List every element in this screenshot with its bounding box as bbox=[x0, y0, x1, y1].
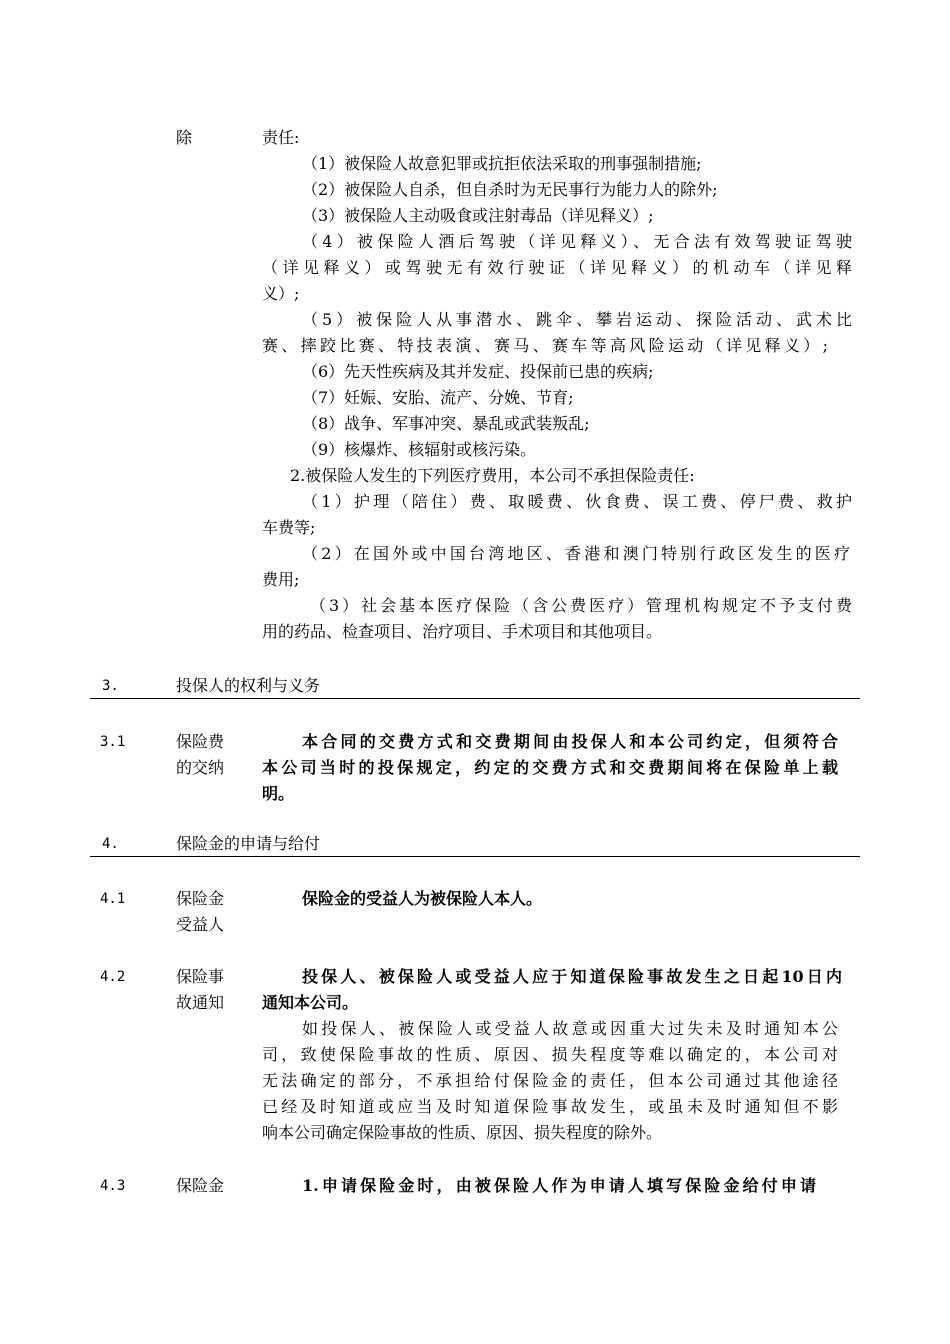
clause-label: 保险金 bbox=[176, 889, 225, 908]
exclusion-line: （1）被保险人故意犯罪或抗拒依法采取的刑事强制措施; bbox=[302, 154, 702, 173]
section-divider bbox=[90, 698, 860, 699]
exclusion-line: 义）; bbox=[262, 284, 300, 303]
clause-text: 司，致使保险事故的性质、原因、损失程度等难以确定的，本公司对 bbox=[262, 1045, 838, 1064]
clause-text: 无法确定的部分，不承担给付保险金的责任，但本公司通过其他途径 bbox=[262, 1071, 838, 1090]
clause-text: 投保人、被保险人或受益人应于知道保险事故发生之日起10日内 bbox=[302, 967, 842, 986]
exclusion-line: （2）被保险人自杀，但自杀时为无民事行为能力人的除外; bbox=[302, 180, 718, 199]
exclusion-left-label: 除 bbox=[176, 128, 193, 147]
clause-number: 4.2 bbox=[100, 969, 126, 985]
exclusion-line: （6）先天性疾病及其并发症、投保前已患的疾病; bbox=[302, 362, 654, 381]
section-title: 投保人的权利与义务 bbox=[176, 676, 321, 695]
section-number: 3. bbox=[102, 678, 119, 694]
exclusion-line: （3）被保险人主动吸食或注射毒品（详见释义）; bbox=[302, 206, 654, 225]
exclusion-line: 2.被保险人发生的下列医疗费用，本公司不承担保险责任: bbox=[290, 466, 695, 485]
section-number: 4. bbox=[102, 836, 119, 852]
clause-label: 受益人 bbox=[176, 915, 225, 934]
exclusion-line: 用的药品、检查项目、治疗项目、手术项目和其他项目。 bbox=[262, 622, 663, 641]
exclusion-line: （2）在国外或中国台湾地区、香港和澳门特别行政区发生的医疗 bbox=[302, 544, 850, 563]
clause-label: 保险事 bbox=[176, 967, 225, 986]
exclusion-line: （详见释义）或驾驶无有效行驶证（详见释义）的机动车（详见释 bbox=[262, 258, 852, 277]
clause-text: 本合同的交费方式和交费期间由投保人和本公司约定，但须符合 bbox=[302, 732, 838, 751]
clause-text: 已经及时知道或应当及时知道保险事故发生，或虽未及时通知但不影 bbox=[262, 1097, 838, 1116]
clause-text: 本公司当时的投保规定，约定的交费方式和交费期间将在保险单上载 bbox=[262, 758, 838, 777]
exclusion-line: 费用; bbox=[262, 570, 300, 589]
exclusion-line: （1）护理（陪住）费、取暖费、伙食费、误工费、停尸费、救护 bbox=[302, 492, 852, 511]
exclusion-line: （9）核爆炸、核辐射或核污染。 bbox=[302, 440, 537, 459]
exclusion-heading: 责任: bbox=[262, 128, 300, 147]
clause-text: 通知本公司。 bbox=[262, 993, 359, 1012]
exclusion-line: （7）妊娠、安胎、流产、分娩、节育; bbox=[302, 388, 574, 407]
clause-number: 4.1 bbox=[100, 891, 126, 907]
exclusion-line: （8）战争、军事冲突、暴乱或武装叛乱; bbox=[302, 414, 590, 433]
clause-text: 保险金的受益人为被保险人本人。 bbox=[302, 889, 543, 908]
section-title: 保险金的申请与给付 bbox=[176, 834, 321, 853]
clause-label: 的交纳 bbox=[176, 758, 225, 777]
section-divider bbox=[90, 856, 860, 857]
clause-label: 故通知 bbox=[176, 993, 225, 1012]
clause-text: 响本公司确定保险事故的性质、原因、损失程度的除外。 bbox=[262, 1123, 663, 1142]
clause-label: 保险金 bbox=[176, 1176, 225, 1195]
clause-number: 3.1 bbox=[100, 734, 126, 750]
clause-label: 保险费 bbox=[176, 732, 225, 751]
clause-text: 明。 bbox=[262, 784, 295, 803]
clause-number: 4.3 bbox=[100, 1178, 126, 1194]
exclusion-line: 赛、摔跤比赛、特技表演、赛马、赛车等高风险运动（详见释义）; bbox=[262, 336, 828, 355]
exclusion-line: （3）社会基本医疗保险（含公费医疗）管理机构规定不予支付费 bbox=[310, 596, 852, 615]
exclusion-line: （5）被保险人从事潜水、跳伞、攀岩运动、探险活动、武术比 bbox=[302, 310, 852, 329]
clause-text: 1.申请保险金时，由被保险人作为申请人填写保险金给付申请 bbox=[302, 1176, 816, 1195]
exclusion-line: 车费等; bbox=[262, 518, 316, 537]
clause-text: 如投保人、被保险人或受益人故意或因重大过失未及时通知本公 bbox=[302, 1019, 838, 1038]
exclusion-line: （4）被保险人酒后驾驶（详见释义）、无合法有效驾驶证驾驶 bbox=[302, 232, 852, 251]
